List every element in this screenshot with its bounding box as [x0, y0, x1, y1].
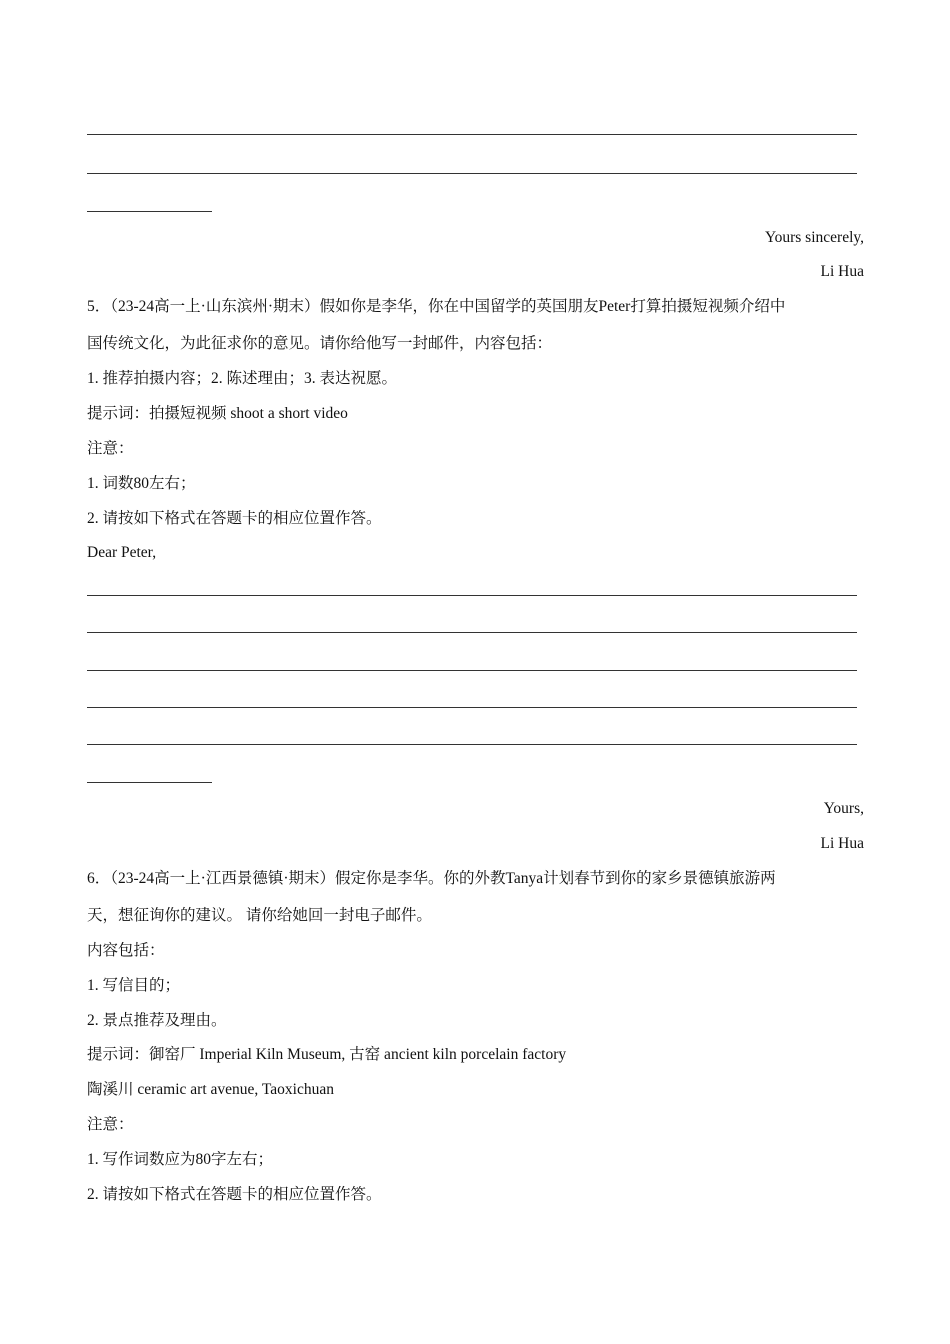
q5-note-2: 2. 请按如下格式在答题卡的相应位置作答。: [87, 510, 382, 527]
q5-prompt-line1: 5．（23-24高一上·山东滨州·期末）假如你是李华，你在中国留学的英国朋友Peter打算拍摄短视频介绍中: [87, 298, 786, 315]
q6-item-2: 2. 景点推荐及理由。: [87, 1012, 227, 1029]
q5-content: 1. 推荐拍摄内容；2. 陈述理由；3. 表达祝愿。: [87, 370, 398, 387]
q6-hint-2: 陶溪川 ceramic art avenue, Taoxichuan: [87, 1081, 334, 1098]
q5-hint: 提示词：拍摄短视频 shoot a short video: [87, 405, 348, 422]
answer-line: [87, 707, 857, 708]
answer-line: [87, 595, 857, 596]
closing-text: Yours sincerely,: [764, 229, 864, 246]
answer-line: [87, 670, 857, 671]
q6-prompt-line2: 天，想征询你的建议。 请你给她回一封电子邮件。: [87, 907, 432, 924]
answer-line: [87, 744, 857, 745]
q6-note-2: 2. 请按如下格式在答题卡的相应位置作答。: [87, 1186, 382, 1203]
q6-prompt-line1: 6．（23-24高一上·江西景德镇·期末）假定你是李华。你的外教Tanya计划春节到你的家乡景德镇旅游两: [87, 870, 776, 887]
answer-line: [87, 632, 857, 633]
q5-prompt-line2: 国传统文化，为此征求你的意见。请你给他写一封邮件，内容包括：: [87, 335, 553, 352]
answer-line: [87, 173, 857, 174]
q6-hint-1: 提示词：御窑厂 Imperial Kiln Museum, 古窑 ancient kiln porcelain factory: [87, 1046, 567, 1063]
q5-greeting: Dear Peter,: [87, 544, 157, 561]
signature-text: Li Hua: [820, 263, 864, 280]
q6-item-1: 1. 写信目的；: [87, 977, 181, 994]
q6-content-label: 内容包括：: [87, 942, 165, 959]
q5-signature: Li Hua: [820, 835, 864, 852]
q6-note-1: 1. 写作词数应为80字左右；: [87, 1151, 274, 1168]
answer-line: [87, 134, 857, 135]
q5-note-label: 注意：: [87, 440, 134, 457]
q5-closing: Yours,: [823, 800, 864, 817]
q6-note-label: 注意：: [87, 1116, 134, 1133]
answer-line-short: [87, 211, 212, 212]
q5-note-1: 1. 词数80左右；: [87, 475, 196, 492]
answer-line-short: [87, 782, 212, 783]
